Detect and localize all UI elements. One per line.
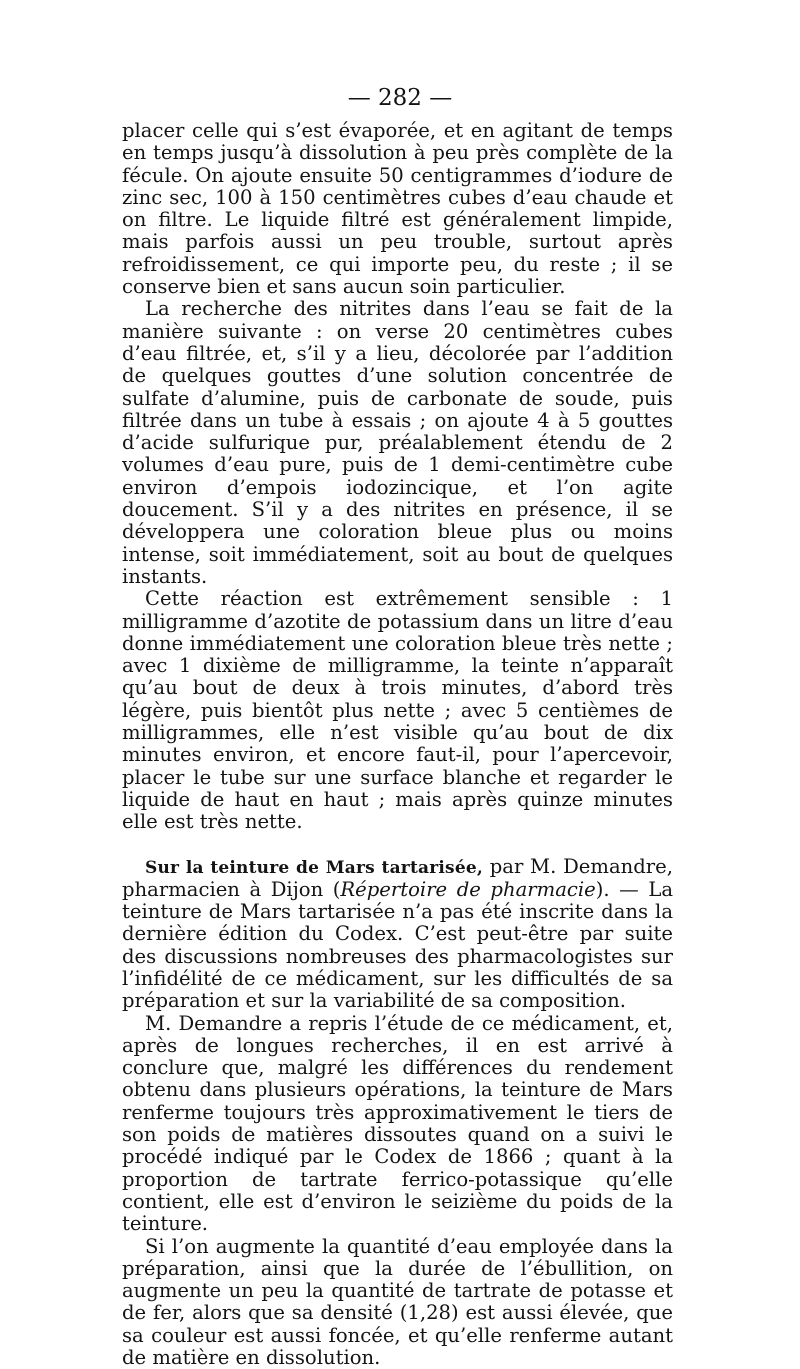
- paragraph-nitrites-test: La recherche des nitrites dans l’eau se fait de la manière suivante : on verse 20 centimètres cubes d’eau filtrée, et, s’il y a lieu, décolorée par l’addition de quelques gouttes d’une solution concentrée de sulfate d’alumine, puis de carbonate de soude, puis filtrée dans un tube à essais ; on ajoute 4 à 5 gouttes d’acide sulfurique pur, préalablement étendu de 2 volumes d’eau pure, puis de 1 demi-centimètre cube environ d’empois iodozincique, et l’on agite doucement. S’il y a des nitrites en présence, il se développera une coloration bleue plus ou moins intense, soit immédiatement, soit au bout de quelques instants.: [122, 297, 673, 588]
- page-number: — 282 —: [347, 85, 453, 111]
- article-intro: ). — La teinture de Mars tartarisée n’a pas été inscrite dans la dernière édition du Codex. C’est peut-être par suite des discussions nombreuses des pharmacologistes sur l’infidélité de ce médicament, sur les difficultés de sa préparation et sur la variabilité de sa composition.: [122, 877, 674, 1013]
- article-paragraph: M. Demandre a repris l’étude de ce médicament, et, après de longues recherches, il en est arrivé à conclure que, malgré les différences du rendement obtenu dans plusieurs opérations, la teinture de Mars renferme toujours très approximativement le tiers de son poids de matières dissoutes quand on a suivi le procédé indiqué par le Codex de 1866 ; quant à la proportion de tartrate ferrico-potassique qu’elle contient, elle est d’environ le seizième du poids de la teinture.: [122, 1011, 673, 1236]
- paragraph-continuation: placer celle qui s’est évaporée, et en agitant de temps en temps jusqu’à dissolution à peu près complète de la fécule. On ajoute ensuite 50 centigrammes d’iodure de zinc sec, 100 à 150 centimètres cubes d’eau chaude et on filtre. Le liquide filtré est généralement limpide, mais parfois aussi un peu trouble, surtout après refroidissement, ce qui importe peu, du reste ; il se conserve bien et sans aucun soin particulier.: [122, 119, 673, 299]
- article-source: Répertoire de pharmacie: [340, 877, 596, 901]
- article-first-paragraph: [122, 856, 673, 1013]
- body-text: [122, 120, 673, 1369]
- article-byline: par M. Demandre, pharmacien à Dijon (: [122, 854, 673, 901]
- article-title: Sur la teinture de Mars tartarisée,: [145, 857, 483, 878]
- paragraph-sensitivity: Cette réaction est extrêmement sensible : 1 milligramme d’azotite de potassium dans un litre d’eau donne immédiatement une coloration bleue très nette ; avec 1 dixième de milligramme, la teinte n’apparaît qu’au bout de deux à trois minutes, d’abord très légère, puis bientôt plus nette ; avec 5 centièmes de milligrammes, elle n’est visible qu’au bout de dix minutes environ, et encore faut-il, pour l’apercevoir, placer le tube sur une surface blanche et regarder le liquide de haut en haut ; mais après quinze minutes elle est très nette.: [122, 587, 673, 834]
- article-paragraph: Si l’on augmente la quantité d’eau employée dans la préparation, ainsi que la durée de l’ébullition, on augmente un peu la quantité de tartrate de potasse et de fer, alors que sa densité (1,28) est aussi élevée, que sa couleur est aussi foncée, et qu’elle renferme autant de matière en dissolution.: [122, 1234, 673, 1369]
